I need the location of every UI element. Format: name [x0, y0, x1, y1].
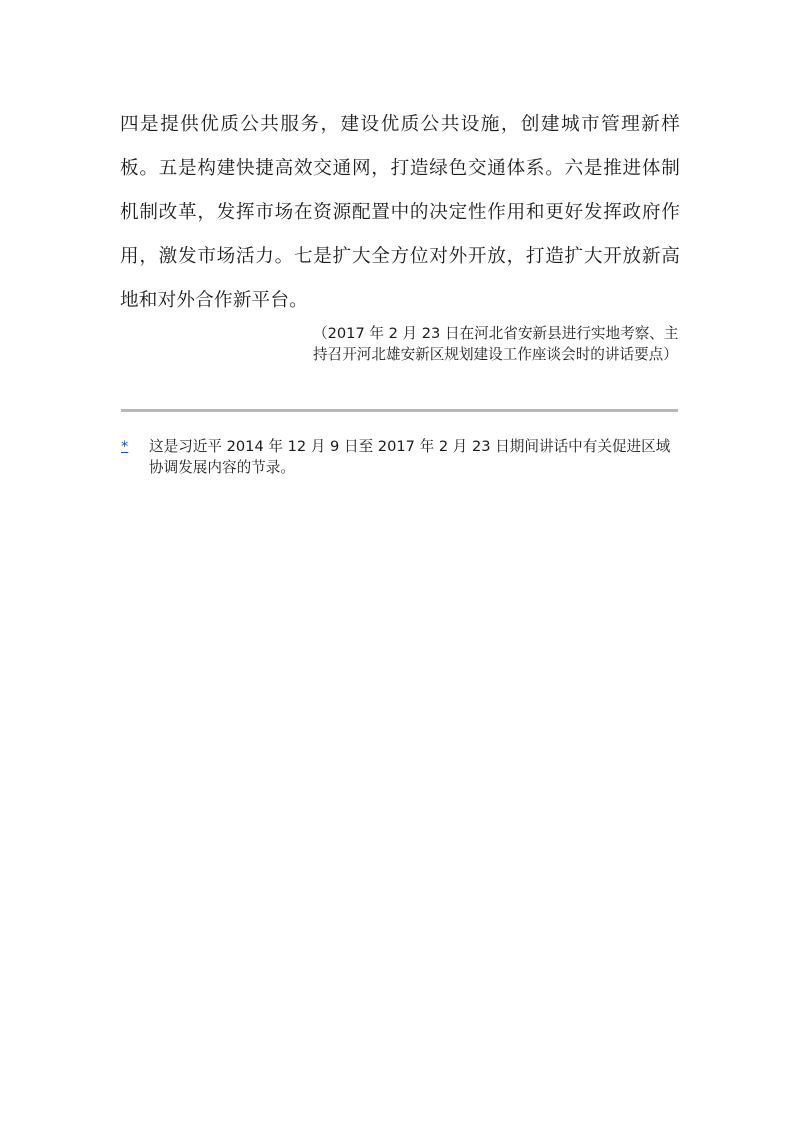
body-paragraph: 四是提供优质公共服务，建设优质公共设施，创建城市管理新样板。五是构建快捷高效交通网，打造绿色交通体系。六是推进体制机制改革，发挥市场在资源配置中的决定性作用和更好发挥政府作用，激发市场活力。七是扩大全方位对外开放，打造扩大开放新高地和对外合作新平台。 — [120, 114, 680, 311]
footnote-divider — [121, 409, 678, 412]
footnote-text: 这是习近平 2014 年 12 月 9 日至 2017 年 2 月 23 日期间讲话中有关促进区域协调发展内容的节录。 — [149, 438, 671, 476]
footnote — [121, 436, 683, 478]
footnote-marker-link[interactable]: * — [121, 438, 129, 455]
source-note: （2017 年 2 月 23 日在河北省安新县进行实地考察、主持召开河北雄安新区规划建设工作座谈会时的讲话要点） — [313, 325, 679, 363]
